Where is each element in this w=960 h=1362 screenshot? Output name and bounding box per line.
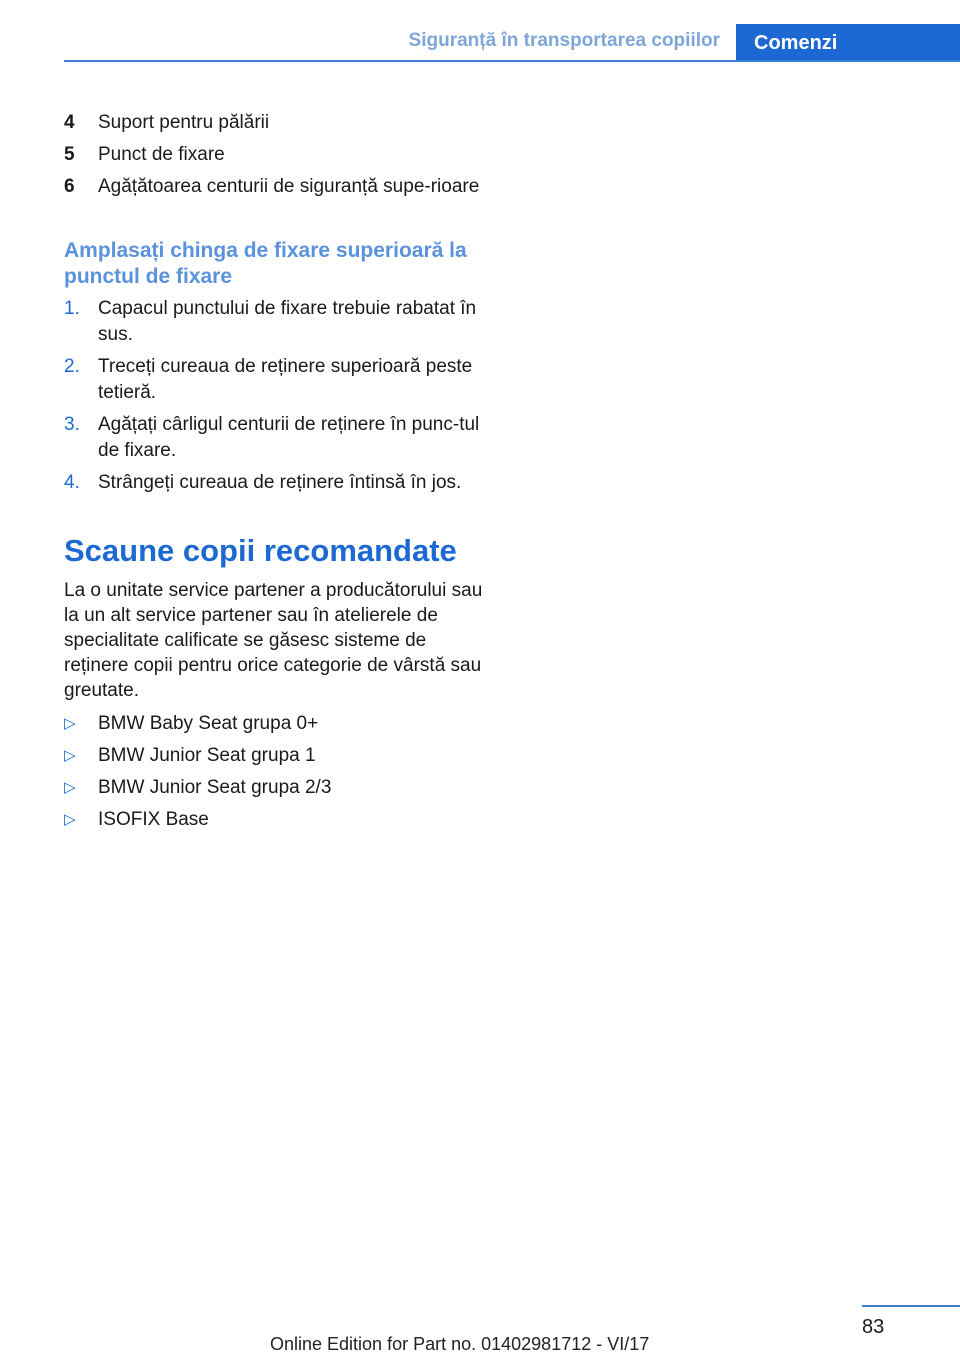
bullet-item: [64, 743, 484, 769]
step-text: Strângeți cureaua de reținere întinsă în jos.: [98, 472, 462, 493]
step-text: Treceți cureaua de reținere superioară peste tetieră.: [98, 356, 473, 403]
bullet-text: BMW Baby Seat grupa 0+: [98, 713, 319, 734]
steps-list: [64, 296, 484, 496]
bullet-text: ISOFIX Base: [98, 809, 209, 830]
legend-text: Punct de fixare: [98, 144, 225, 165]
section-heading: Scaune copii recomandate: [64, 533, 457, 568]
bullet-item: [64, 711, 484, 737]
legend-number: 6: [64, 176, 75, 197]
step-text: Agățați cârligul centurii de reținere în punc-tul de fixare.: [98, 414, 480, 461]
bullet-list: [64, 711, 484, 833]
step-number: 4.: [64, 472, 80, 493]
legend-item: [64, 174, 484, 200]
legend-list: [64, 110, 484, 200]
header-section-title: Siguranță în transportarea copiilor: [408, 30, 720, 51]
triangle-bullet-icon: ▷: [64, 811, 76, 828]
legend-text: Agățătoarea centurii de siguranță supe-rioare: [98, 176, 480, 197]
step-number: 3.: [64, 414, 80, 435]
bullet-text: BMW Junior Seat grupa 1: [98, 745, 316, 766]
step-text: Capacul punctului de fixare trebuie rabatat în sus.: [98, 298, 477, 345]
step-number: 1.: [64, 298, 80, 319]
header-chapter-tab: Comenzi: [736, 24, 960, 62]
page-header: [0, 0, 960, 62]
step-item: [64, 296, 484, 348]
legend-text: Suport pentru pălării: [98, 112, 270, 133]
legend-item: [64, 142, 484, 168]
page-number: 83: [862, 1316, 885, 1338]
page-content: [64, 110, 484, 839]
triangle-bullet-icon: ▷: [64, 747, 76, 764]
legend-number: 4: [64, 112, 75, 133]
triangle-bullet-icon: ▷: [64, 779, 76, 796]
bullet-text: BMW Junior Seat grupa 2/3: [98, 777, 332, 798]
step-item: [64, 412, 484, 464]
triangle-bullet-icon: ▷: [64, 715, 76, 732]
legend-item: [64, 110, 484, 136]
step-item: [64, 354, 484, 406]
subsection-heading: Amplasați chinga de fixare superioară la punctul de fixare: [64, 239, 467, 288]
page-number-rule: [862, 1305, 960, 1307]
header-rule: [64, 60, 960, 62]
legend-number: 5: [64, 144, 75, 165]
section-paragraph: La o unitate service partener a producătorului sau la un alt service partener sau în atelierele de specialitate calificate se găsesc sisteme de reținere copii pentru orice categorie de vârstă sau greutate.: [64, 580, 483, 701]
bullet-item: [64, 807, 484, 833]
step-number: 2.: [64, 356, 80, 377]
edition-footer: Online Edition for Part no. 01402981712 - VI/17: [270, 1334, 650, 1354]
step-item: [64, 470, 484, 496]
bullet-item: [64, 775, 484, 801]
